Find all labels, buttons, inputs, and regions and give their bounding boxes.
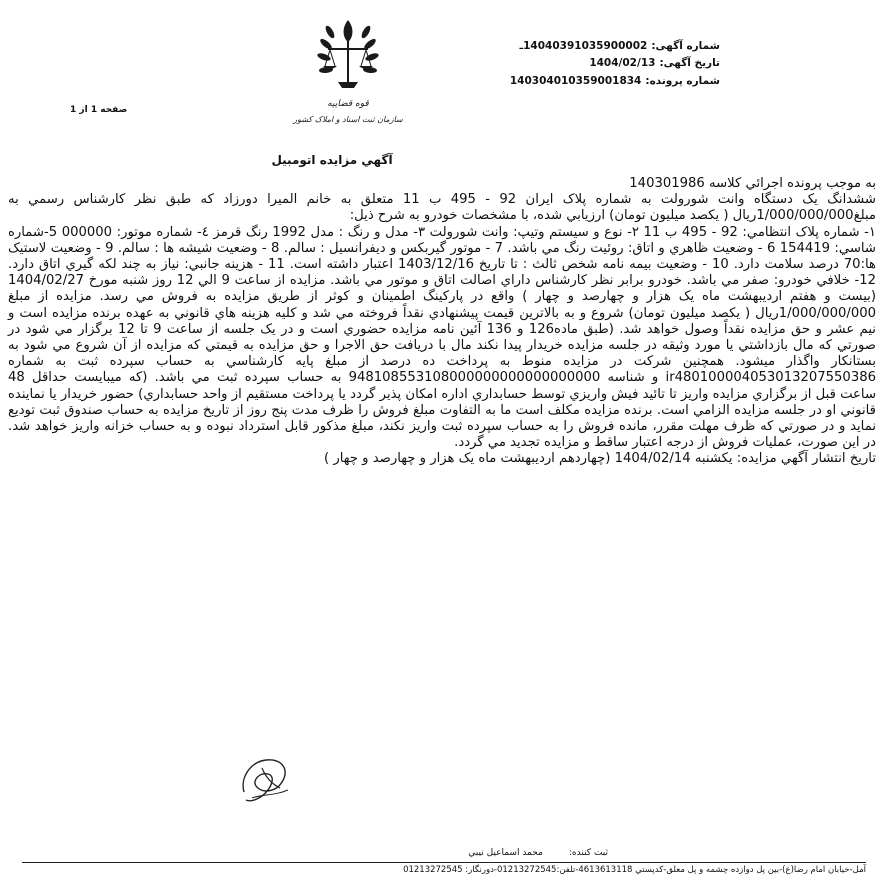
footer-divider xyxy=(22,862,866,863)
body-paragraph: به موجب پرونده اجرائي كلاسه 140301986 xyxy=(629,176,876,191)
body-paragraph: ۱- شماره پلاک انتظامي: 92 - 495 ب 11 ۲- نوع و سيستم وتيپ: وانت شورولت ۳- مدل و رنگ : مدل 1992 رنگ قرمز ٤- شماره موتور: 000000 5-شماره شاسي: 154419 6 - وضعيت ظاهري و اتاق: روئيت رنگ مي باشد. 7 - موتور گيربكس و ديفرانسيل : سالم. 8 - وضعيت شيشه ها : سالم. 9 - وضعيت لاستيک ها:70 درصد سلامت دارد. 10 - وضعيت بيمه نامه شخص ثالث : تا تاريخ 1403/12/16 اعتبار داشته است. 11 - هزينه جانبي: نياز به چند لكه گيري اتاق دارد. 12- خلافي خودرو: صفر مي باشد. خودرو برابر نظر كارشناس داراي اصالت اتاق و موتور مي باشد. مزايده از ساعت 9 الي 12 روز شنبه مورخ 1404/02/27 (بيست و هفتم ارديبهشت ماه يک هزار و چهارصد و چهار ) واقع در پاركينگ اطمينان و كوثر از طريق مزايده به فروش مي رسد. مزايده از مبلغ 1/000/000/000ريال ( يكصد ميليون تومان) شروع و به بالاترين قيمت پيشنهادي نقداً فروخته مي شد و كليه هزينه هاي قانوني به عهده برنده مزايده است و نيم عشر و حق مزايده نقداً وصول خواهد شد. (طبق ماده126 و 136 آئين نامه مزايده حضوري است و در يک جلسه از ساعت 9 تا 12 برگزار مي شود در صورتي كه مال بازداشتي يا مورد وثيقه در جلسه مزايده خريدار پيدا نكند مال با دريافت حق الاجرا و حق مزايده به قيمتي كه مزايده از آن شروع مي شود به بستانكار واگذار ميشود. همچنين شركت در مزايده منوط به پرداخت ده درصد از مبلغ پايه كارشناسي به حساب سپرده ثبت به شماره ir480100004053013207550386 و شناسه 948108553108000000000000000000 به حساب سپرده ثبت مي باشد. (كه ميبايست حداقل 48 ساعت قبل از برگزاري مزايده واريز تا تائيد فيش واريزي توسط حسابداري اداره امكان پذير گردد يا پرداخت مستقيم از واحد حسابداري) حضور خريدار يا نماينده قانوني او در جلسه مزايده الزامي است. برنده مزايده مكلف است ما به التفاوت مبلغ فروش را ظرف مدت پنج روز از تاريخ مزايده به حساب صندوق ثبت توديع نمايد و در صورتي كه ظرف مهلت مقرر، مانده فروش را به حساب سپرده ثبت واريز نكند، مبلغ مذكور قابل استرداد نبوده و به حساب خزانه واريز خواهد شد. در اين صورت، عمليات فروش از درجه اعتبار ساقط و مزايده تجديد مي گردد. xyxy=(8,224,876,451)
document-title: آگهي مزايده اتومبيل xyxy=(271,153,393,167)
footer-address: آمل-خيابان امام رضا(ع)-بين پل دوازده چشمه و پل معلق-كدپستي 4613613118-تلفن:01213272545-دورنگار: 01213272545 xyxy=(403,865,866,875)
ad-date-line xyxy=(460,57,720,69)
case-number-label: شماره پرونده: xyxy=(645,75,720,87)
page-number: صفحه 1 از 1 xyxy=(70,105,128,115)
issuer-name: محمد اسماعيل نيبي xyxy=(468,848,543,858)
ad-number-line xyxy=(460,40,720,52)
judiciary-emblem-icon xyxy=(288,12,408,130)
case-number-line xyxy=(460,75,720,87)
org-line1: قوه قضاییه xyxy=(327,99,369,109)
ad-number-label: شماره آگهی: xyxy=(651,40,720,52)
ad-number: 14040391035900002ـ xyxy=(519,40,648,52)
signature-icon xyxy=(232,748,302,808)
body-paragraph: تاريخ انتشار آگهي مزايده: يكشنبه 1404/02/14 (چهاردهم ارديبهشت ماه يک هزار و چهارصد و چهار ) xyxy=(324,451,876,467)
ad-date-label: تاریخ آگهی: xyxy=(659,57,720,69)
body-paragraph: ششدانگ يک دستگاه وانت شورولت به شماره پلاک ايران 92 - 495 ب 11 متعلق به خانم المیرا دورزاد كه طبق نظر كارشناس رسمي به مبلغ1/000/000/000ريال ( يكصد ميليون تومان) ارزيابي شده، با مشخصات خودرو به شرح ذيل: xyxy=(8,192,876,224)
ad-date: 1404/02/13 xyxy=(589,57,656,69)
case-number: 140304010359001834 xyxy=(509,75,642,87)
org-line2: سازمان ثبت اسناد و املاک کشور xyxy=(293,115,403,124)
issuer-line xyxy=(468,848,608,858)
document-body xyxy=(8,176,876,468)
issuer-label: ثبت كننده: xyxy=(568,848,608,858)
